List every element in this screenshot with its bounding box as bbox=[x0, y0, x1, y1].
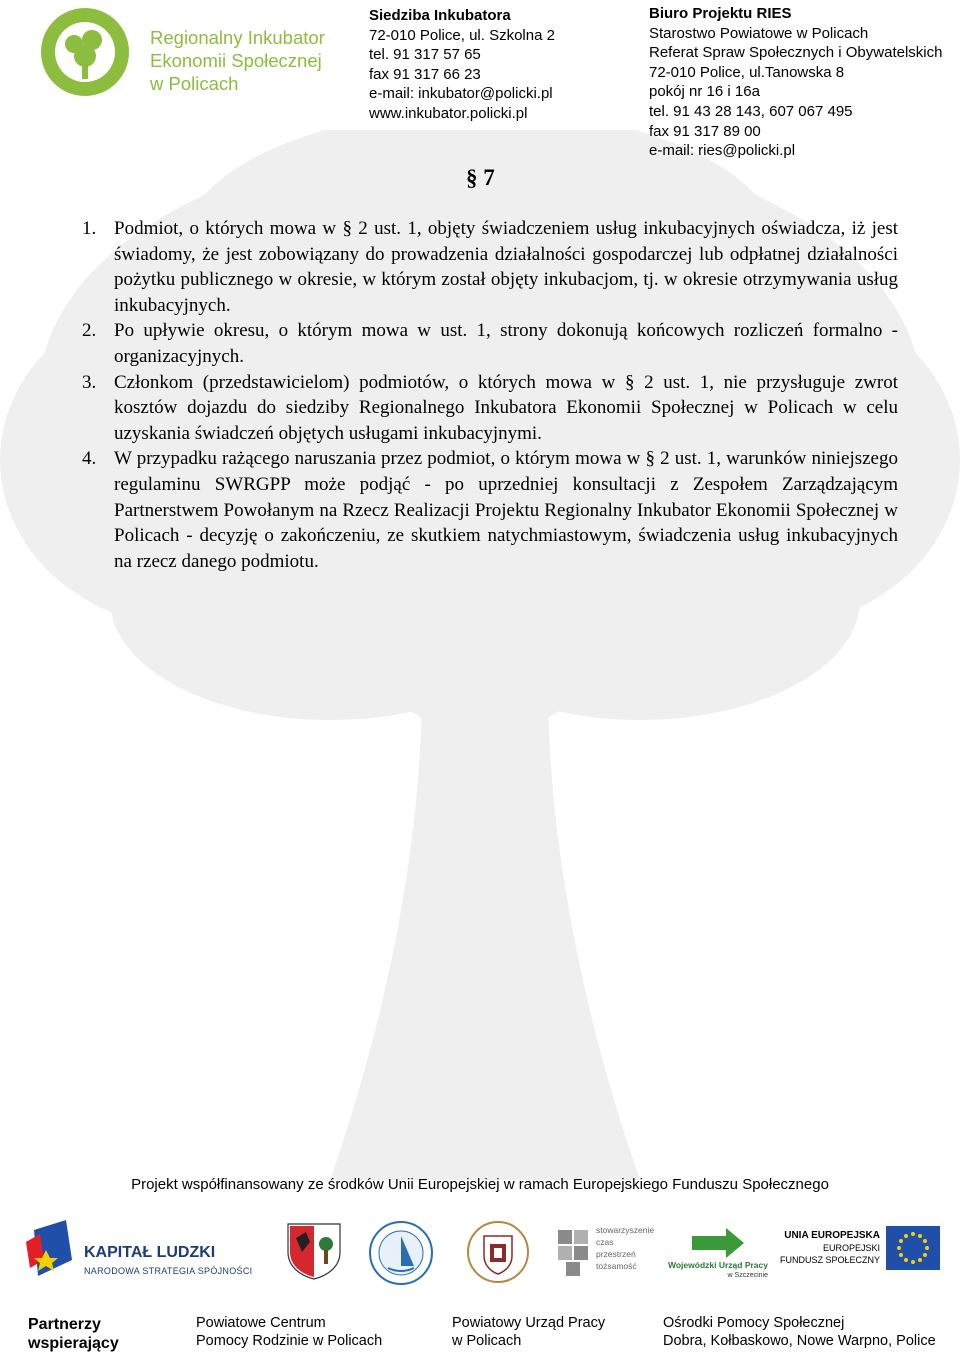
item-text: W przypadku rażącego naruszania przez podmiot, o którym mowa w § 2 ust. 1, warunków niniejszego regulaminu SWRGPP może podjąć - po uprzedniej konsultacji z Zespołem Zarządzającym Partnerstwem Powołanym na Rzecz Realizacji Projektu Regionalny Inkubator Ekonomii Społecznej w Policach - decyzję o zakończeniu, ze skutkiem natychmiastowym, świadczenia usług inkubacyjnych na rzecz danego podmiotu. bbox=[114, 448, 898, 572]
item-number: 3. bbox=[82, 371, 97, 393]
partners-label-line: Partnerzy bbox=[28, 1316, 101, 1333]
header-email[interactable]: e-mail: ries@policki.pl bbox=[649, 142, 796, 160]
header-inkubator-address bbox=[369, 6, 555, 124]
header-line: Starostwo Powiatowe w Policach bbox=[649, 24, 869, 42]
stowarzyszenie-line: czas bbox=[596, 1237, 614, 1247]
list-item bbox=[82, 370, 898, 447]
header-line: Referat Spraw Społecznych i Obywatelskich bbox=[649, 44, 943, 62]
partner-item bbox=[663, 1314, 936, 1350]
partner-line: Ośrodki Pomocy Społecznej bbox=[663, 1315, 845, 1331]
header-line: fax 91 317 89 00 bbox=[649, 122, 761, 140]
item-text: Po upływie okresu, o którym mowa w ust. 1, strony dokonują końcowych rozliczeń formalno - organizacyjnych. bbox=[114, 320, 898, 367]
eu-line2: EUROPEJSKI bbox=[822, 1243, 880, 1253]
partner-line: Powiatowe Centrum bbox=[196, 1315, 326, 1331]
partner-line: Pomocy Rodzinie w Policach bbox=[196, 1333, 383, 1349]
item-text: Podmiot, o których mowa w § 2 ust. 1, objęty świadczeniem usług inkubacyjnych oświadcza, iż jest świadomy, że jest zobowiązany do prowadzenia działalności gospodarczej lub odpłatnej działalności pożytku publicznego w okresie, w którym został objęty inkubacjom, tj. w okresie otrzymywania usług inkubacyjnych. bbox=[114, 218, 898, 316]
header-website[interactable]: www.inkubator.policki.pl bbox=[369, 104, 528, 122]
partner-item bbox=[196, 1314, 382, 1350]
header-line: 72-010 Police, ul. Szkolna 2 bbox=[369, 26, 555, 44]
kapital-subtitle: NARODOWA STRATEGIA SPÓJNOŚCI bbox=[84, 1266, 253, 1276]
item-number: 1. bbox=[82, 218, 97, 239]
logo-line: Ekonomii Społecznej bbox=[150, 50, 322, 71]
round-seal-icon bbox=[368, 1220, 434, 1286]
logo-line: w Policach bbox=[150, 73, 239, 94]
item-number: 4. bbox=[82, 448, 97, 470]
header-ries-address bbox=[649, 4, 942, 161]
list-item bbox=[82, 216, 898, 318]
list-item bbox=[82, 318, 898, 369]
logo-line: Regionalny Inkubator bbox=[150, 27, 325, 48]
stowarzyszenie-line: przestrzeń bbox=[596, 1249, 636, 1259]
coat-of-arms-icon bbox=[286, 1222, 342, 1280]
partners-label bbox=[28, 1315, 119, 1353]
header-email[interactable]: e-mail: inkubator@policki.pl bbox=[369, 85, 553, 103]
eu-line1: UNIA EUROPEJSKA bbox=[784, 1230, 880, 1241]
kapital-ludzki-icon bbox=[26, 1220, 76, 1282]
partner-line: w Policach bbox=[452, 1333, 522, 1349]
eu-flag-icon bbox=[886, 1226, 940, 1270]
kapital-ludzki-logo bbox=[26, 1220, 256, 1290]
kapital-title: KAPITAŁ LUDZKI bbox=[84, 1244, 216, 1261]
stowarzyszenie-line: tożsamość bbox=[596, 1261, 637, 1271]
header-line: tel. 91 317 57 65 bbox=[369, 46, 481, 64]
eu-line3: FUNDUSZ SPOŁECZNY bbox=[780, 1255, 881, 1265]
footer-logos bbox=[0, 1212, 960, 1292]
header-line: tel. 91 43 28 143, 607 067 495 bbox=[649, 102, 853, 120]
partner-item bbox=[452, 1314, 605, 1350]
logo-text bbox=[150, 26, 325, 95]
partners-label-line: wspierający bbox=[28, 1335, 119, 1352]
wup-line1: Wojewódzki Urząd Pracy bbox=[668, 1260, 768, 1270]
header-title: Siedziba Inkubatora bbox=[369, 7, 511, 24]
header-line: 72-010 Police, ul.Tanowska 8 bbox=[649, 63, 845, 81]
list-item bbox=[82, 446, 898, 574]
section-heading: § 7 bbox=[466, 165, 495, 190]
header-title: Biuro Projektu RIES bbox=[649, 5, 792, 22]
tree-logo-icon bbox=[30, 6, 140, 98]
partner-line: Powiatowy Urząd Pracy bbox=[452, 1315, 606, 1331]
puzzle-icon bbox=[556, 1228, 590, 1280]
partner-line: Dobra, Kołbaskowo, Nowe Warpno, Police bbox=[663, 1333, 936, 1349]
item-number: 2. bbox=[82, 320, 97, 342]
header-line: pokój nr 16 i 16a bbox=[649, 83, 760, 101]
eu-logo bbox=[780, 1226, 940, 1286]
inkubator-logo bbox=[30, 6, 330, 96]
header-line: fax 91 317 66 23 bbox=[369, 65, 481, 83]
wup-line2: w Szczecinie bbox=[727, 1272, 768, 1279]
police-emblem-icon bbox=[466, 1218, 530, 1286]
regulation-content bbox=[82, 216, 898, 574]
item-text: Członkom (przedstawicielom) podmiotów, o których mowa w § 2 ust. 1, nie przysługuje zwrot kosztów dojazdu do siedziby Regionalnego Inkubatora Ekonomii Społecznej w Policach w celu uzyskania świadczeń objętych usługami inkubacyjnymi. bbox=[114, 371, 898, 444]
cofunding-note: Projekt współfinansowany ze środków Unii Europejskiej w ramach Europejskiego Funduszu Społecznego bbox=[131, 1176, 829, 1193]
stowarzyszenie-line: stowarzyszenie bbox=[596, 1225, 655, 1235]
stowarzyszenie-logo bbox=[556, 1222, 656, 1286]
arrow-icon bbox=[688, 1228, 748, 1258]
wup-logo bbox=[668, 1228, 768, 1286]
